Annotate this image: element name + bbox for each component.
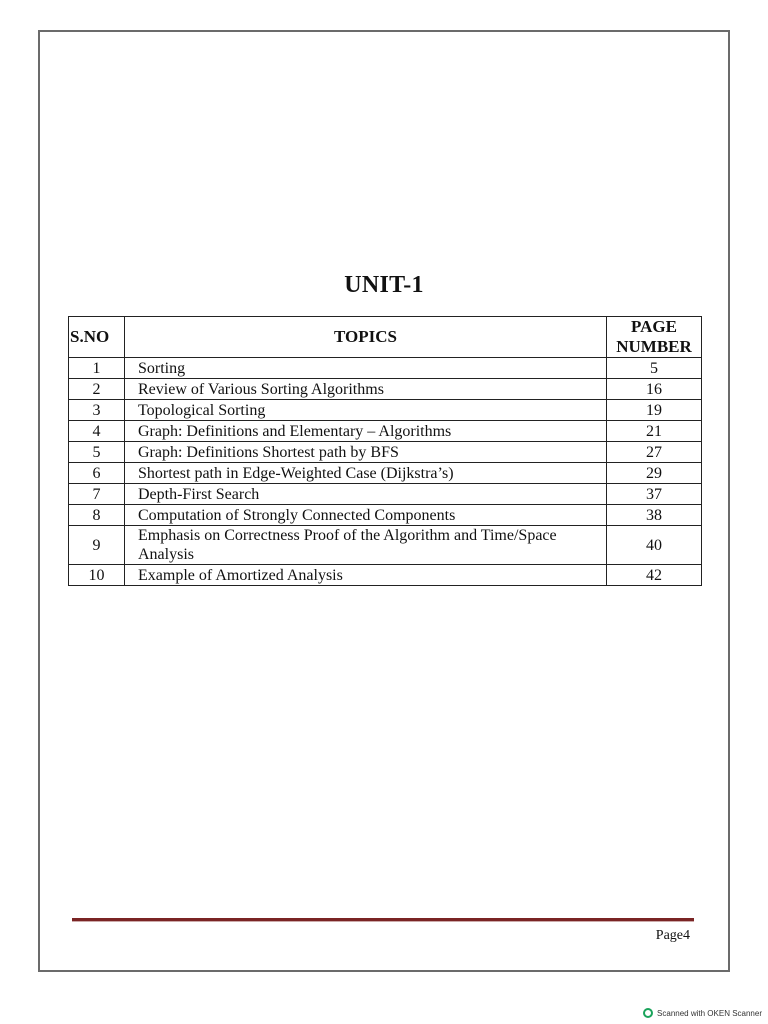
- row-topic: Graph: Definitions and Elementary – Algorithms: [125, 421, 607, 442]
- row-sno: 10: [69, 565, 125, 586]
- table-row: [69, 358, 702, 379]
- row-topic: Depth-First Search: [125, 484, 607, 505]
- row-sno: 3: [69, 400, 125, 421]
- row-page: 29: [607, 463, 702, 484]
- document-page: [38, 30, 730, 972]
- table-row: [69, 400, 702, 421]
- row-topic: Example of Amortized Analysis: [125, 565, 607, 586]
- row-topic: Topological Sorting: [125, 400, 607, 421]
- scanner-watermark-text: Scanned with OKEN Scanner: [657, 1008, 762, 1018]
- row-topic: Graph: Definitions Shortest path by BFS: [125, 442, 607, 463]
- row-topic: Review of Various Sorting Algorithms: [125, 379, 607, 400]
- row-page: 5: [607, 358, 702, 379]
- table-row: [69, 484, 702, 505]
- row-topic: Computation of Strongly Connected Components: [125, 505, 607, 526]
- footer-divider: [72, 918, 694, 922]
- row-sno: 8: [69, 505, 125, 526]
- table-header-row: [69, 317, 702, 358]
- row-page: 19: [607, 400, 702, 421]
- table-row: [69, 565, 702, 586]
- row-sno: 6: [69, 463, 125, 484]
- header-topics: TOPICS: [125, 317, 607, 358]
- row-page: 27: [607, 442, 702, 463]
- scanner-logo-icon: [643, 1008, 653, 1018]
- row-topic: Shortest path in Edge-Weighted Case (Dijkstra’s): [125, 463, 607, 484]
- table-row: [69, 463, 702, 484]
- header-page-number: PAGE NUMBER: [607, 317, 702, 358]
- row-page: 38: [607, 505, 702, 526]
- page-number-label: Page4: [655, 928, 690, 943]
- page-title: UNIT-1: [344, 272, 424, 298]
- table-row: [69, 526, 702, 565]
- table-row: [69, 421, 702, 442]
- row-sno: 1: [69, 358, 125, 379]
- scanner-watermark: [643, 1008, 762, 1018]
- row-page: 40: [607, 526, 702, 565]
- row-sno: 7: [69, 484, 125, 505]
- header-sno: S.NO: [69, 317, 125, 358]
- row-page: 21: [607, 421, 702, 442]
- row-sno: 5: [69, 442, 125, 463]
- table-row: [69, 442, 702, 463]
- table-row: [69, 505, 702, 526]
- row-page: 16: [607, 379, 702, 400]
- row-topic: Sorting: [125, 358, 607, 379]
- table-row: [69, 379, 702, 400]
- row-sno: 4: [69, 421, 125, 442]
- row-page: 42: [607, 565, 702, 586]
- topics-table: [68, 316, 702, 586]
- row-sno: 2: [69, 379, 125, 400]
- row-page: 37: [607, 484, 702, 505]
- row-topic: Emphasis on Correctness Proof of the Algorithm and Time/Space Analysis: [125, 526, 607, 565]
- row-sno: 9: [69, 526, 125, 565]
